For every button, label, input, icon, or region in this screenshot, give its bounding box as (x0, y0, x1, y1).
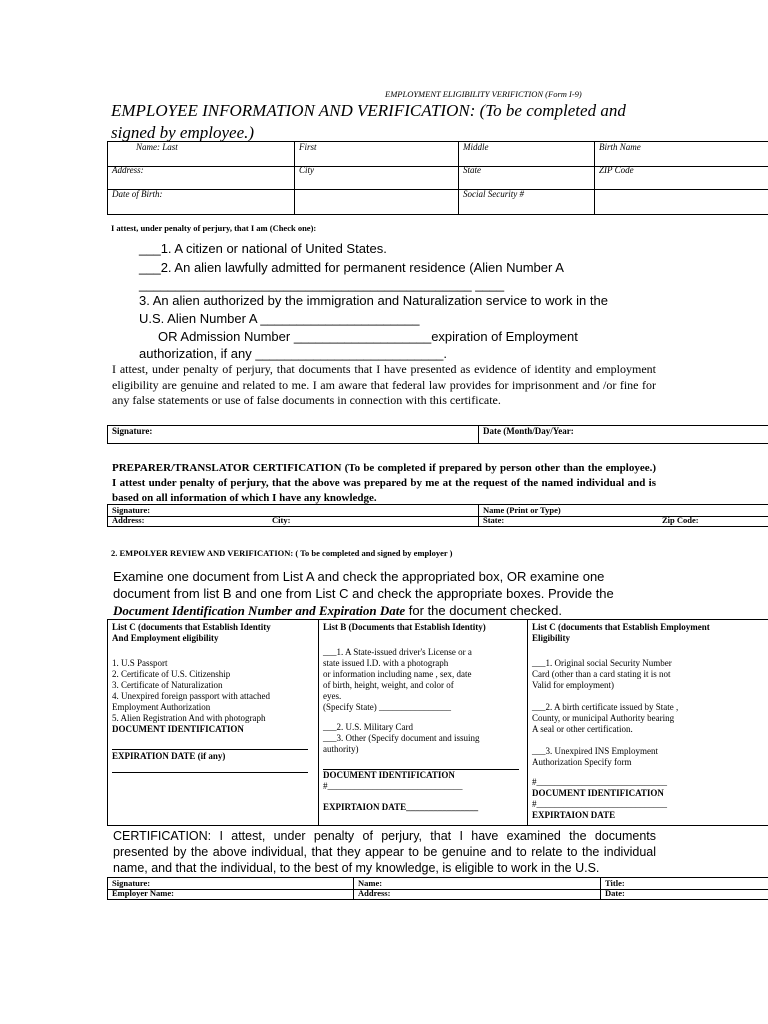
examine-line-1: Examine one document from List A and check the appropriated box, OR examine one (113, 569, 605, 584)
preparer-city-label[interactable]: City: (272, 515, 291, 525)
list-a-item[interactable]: 1. U.S Passport (112, 658, 168, 668)
employee-signature-row (107, 425, 768, 444)
preparer-certification: PREPARER/TRANSLATOR CERTIFICATION (To be completed if prepared by person other than the employee.) I attest under penalty of perjury, that the above was prepared by me at the request of the named individual and is based on all information of which I have any knowledge. (112, 462, 656, 504)
preparer-zip-label[interactable]: Zip Code: (662, 515, 699, 525)
name-last-label[interactable]: Name: Last (136, 142, 178, 152)
list-c-expiration-label: EXPIRTAION DATE (532, 810, 616, 820)
employee-date-label[interactable]: Date (Month/Day/Year: (478, 426, 574, 443)
examine-line-3-rest: for the document checked. (405, 603, 562, 618)
list-c-item[interactable]: Valid for employment) (532, 680, 614, 690)
section2-heading: 2. EMPOLYER REVIEW AND VERIFICATION: ( To be completed and signed by employer ) (111, 548, 453, 558)
employer-company-label[interactable]: Employer Name: (112, 888, 174, 898)
employer-name-label[interactable]: Name: (353, 878, 382, 889)
preparer-row-2 (107, 515, 768, 527)
list-b-item[interactable]: state issued I.D. with a photograph (323, 658, 449, 668)
list-a-item[interactable]: 4. Unexpired foreign passport with attached (112, 691, 270, 701)
preparer-name-label[interactable]: Name (Print or Type) (478, 505, 561, 516)
section1-heading: EMPLOYEE INFORMATION AND VERIFICATION: (To be completed and (111, 101, 626, 120)
list-b-doc-id-label: DOCUMENT IDENTIFICATION (323, 770, 455, 780)
list-a-item[interactable]: Employment Authorization (112, 702, 211, 712)
list-a (112, 622, 308, 773)
list-c-item[interactable]: ___1. Original social Security Number (532, 658, 672, 668)
birth-name-label[interactable]: Birth Name (594, 142, 641, 166)
examine-line-3 (113, 603, 562, 619)
option-authorized-alien[interactable]: 3. An alien authorized by the immigration and Naturalization service to work in the (139, 293, 608, 308)
preparer-address-label[interactable]: Address: (112, 515, 145, 525)
list-c-item[interactable]: A seal or other certification. (532, 724, 633, 734)
list-c-doc-line-2[interactable]: #_____________________________ (532, 799, 667, 809)
employee-row-2 (107, 165, 768, 190)
list-c (532, 622, 710, 821)
employer-certification: CERTIFICATION: I attest, under penalty of perjury, that I have examined the documents presented by the above individual, that they appear to be genuine and to relate to the individual name, and that the individual, to the best of my knowledge, is eligible to work in the U.S. (113, 829, 656, 875)
attest-paragraph: I attest, under penalty of perjury, that documents that I have presented as evidence of identity and employment eligibility are genuine and related to me. I am aware that federal law provides for imprisonment and /or fine for any false statements or use of false documents in connection with this certificate. (112, 362, 656, 407)
admission-number-field[interactable]: OR Admission Number ___________________expiration of Employment (158, 329, 578, 344)
list-a-item[interactable]: 5. Alien Registration And with photograph (112, 713, 266, 723)
employee-row-3 (107, 189, 768, 215)
empty-cell (294, 189, 299, 214)
form-title: EMPLOYMENT ELIGIBILITY VERIFICTION (Form I-9) (385, 89, 582, 99)
employer-address-label[interactable]: Address: (353, 888, 390, 899)
list-b-item[interactable]: or information including name , sex, date (323, 669, 472, 679)
employer-date-label[interactable]: Date: (600, 888, 625, 899)
date-of-birth-label[interactable]: Date of Birth: (112, 189, 163, 199)
list-b-item[interactable]: authority) (323, 744, 359, 754)
doc-id-emphasis: Document Identification Number and Expiration Date (113, 603, 406, 618)
employer-signature-label[interactable]: Signature: (112, 878, 151, 888)
list-b-item[interactable]: ___2. U.S. Military Card (323, 722, 413, 732)
list-b-item[interactable]: ___3. Other (Specify document and issuing (323, 733, 480, 743)
list-a-header: List C (documents that Establish Identity (112, 622, 271, 632)
list-a-expiration-field[interactable] (112, 762, 308, 773)
attest-intro: I attest, under penalty of perjury, that I am (Check one): (111, 223, 317, 233)
option-permanent-resident[interactable]: ___2. An alien lawfully admitted for permanent residence (Alien Number A (139, 260, 564, 275)
list-c-header-2: Eligibility (532, 633, 571, 643)
first-name-label[interactable]: First (294, 142, 317, 166)
city-label[interactable]: City (294, 165, 314, 189)
list-c-doc-id-label: DOCUMENT IDENTIFICATION (532, 788, 664, 798)
list-b-item[interactable]: ___1. A State-issued driver's License or a (323, 647, 472, 657)
section1-heading-cont: signed by employee.) (111, 123, 255, 142)
employer-title-label[interactable]: Title: (600, 878, 625, 889)
authorization-expiry-field[interactable]: authorization, if any __________________________. (139, 346, 447, 361)
list-c-item[interactable]: Authorization Specify form (532, 757, 632, 767)
list-b-doc-id-field[interactable]: #______________________________ (323, 781, 463, 791)
employer-row-2 (107, 888, 768, 900)
list-a-item[interactable]: 3. Certificate of Naturalization (112, 680, 223, 690)
list-b-item[interactable]: eyes. (323, 691, 342, 701)
list-b-item[interactable]: (Specify State) ________________ (323, 702, 451, 712)
list-b-item[interactable]: of birth, height, weight, and color of (323, 680, 454, 690)
ssn-label[interactable]: Social Security # (458, 189, 524, 214)
list-a-item[interactable]: 2. Certificate of U.S. Citizenship (112, 669, 231, 679)
list-b-blank-field[interactable] (323, 755, 519, 770)
list-c-item[interactable]: ___2. A birth certificate issued by State , (532, 702, 679, 712)
document-lists (107, 619, 768, 826)
list-a-doc-id-label: DOCUMENT IDENTIFICATION (112, 724, 244, 734)
middle-name-label[interactable]: Middle (458, 142, 489, 166)
preparer-signature-label[interactable]: Signature: (112, 505, 151, 515)
list-b (323, 622, 519, 813)
zip-code-label[interactable]: ZIP Code (594, 165, 634, 189)
alien-number-line[interactable]: ______________________________________________ ____ (139, 277, 505, 292)
empty-cell (594, 189, 599, 214)
list-c-header: List C (documents that Establish Employment (532, 622, 710, 632)
employee-signature-label[interactable]: Signature: (112, 426, 153, 436)
employee-row-1 (107, 141, 768, 167)
examine-line-2: document from list B and one from List C and check the appropriate boxes. Provide the (113, 586, 614, 601)
list-a-expiration-label: EXPIRATION DATE (if any) (112, 751, 226, 761)
list-c-item[interactable]: ___3. Unexpired INS Employment (532, 746, 658, 756)
alien-number-a-field[interactable]: U.S. Alien Number A ______________________ (139, 311, 420, 326)
list-b-expiration-field[interactable]: EXPIRTAION DATE________________ (323, 802, 479, 812)
list-c-item[interactable]: County, or municipal Authority bearing (532, 713, 675, 723)
list-a-doc-id-field[interactable] (112, 735, 308, 750)
address-label[interactable]: Address: (112, 165, 144, 175)
list-a-header-2: And Employment eligibility (112, 633, 219, 643)
list-c-doc-line-1[interactable]: #_____________________________ (532, 777, 667, 787)
option-citizen[interactable]: ___1. A citizen or national of United States. (139, 241, 387, 256)
list-c-item[interactable]: Card (other than a card stating it is not (532, 669, 671, 679)
list-b-header: List B (Documents that Establish Identity) (323, 622, 486, 632)
preparer-state-label[interactable]: State: (478, 515, 504, 526)
state-label[interactable]: State (458, 165, 481, 189)
